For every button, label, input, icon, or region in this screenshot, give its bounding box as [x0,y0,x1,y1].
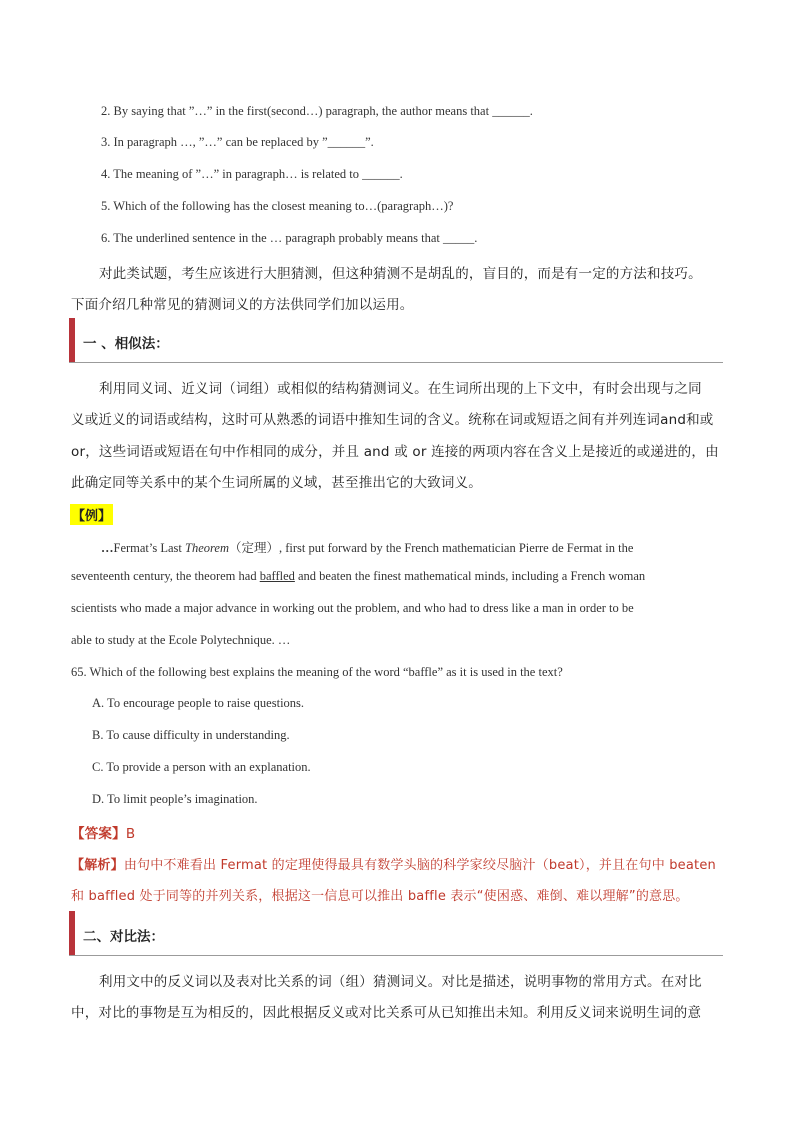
section1-para-line-4: 此确定同等关系中的某个生词所属的义域，甚至推出它的大致词义。 [71,475,482,491]
passage-line-4: able to study at the Ecole Polytechnique. … [71,633,291,647]
option-d: D. To limit people’s imagination. [92,792,258,806]
question-65: 65. Which of the following best explains the meaning of the word “baffle” as it is used in the text? [71,665,563,679]
option-b: B. To cause difficulty in understanding. [92,728,290,742]
section1-para-line-3: or，这些词语或短语在句中作相同的成分，并且 and 或 or 连接的两项内容在含义上是接近的或递进的，由 [71,444,719,460]
analysis-label: 【解析】 [71,858,124,873]
section-heading-text: 二、对比法： [83,929,164,945]
example-tag: 【例】 [70,504,113,525]
option-a: A. To encourage people to raise questions. [92,696,305,710]
intro-line-2: 下面介绍几种常见的猜测词义的方法供同学们加以运用。 [71,297,414,313]
answer-value: B [125,826,136,842]
analysis-line-1 [71,854,716,873]
heading-accent-bar [69,911,75,955]
analysis-text: 由句中不难看出 Fermat 的定理使得最具有数学头脑的科学家绞尽脑汁（beat），并且在句中 beaten [123,858,716,873]
question-type-4: 4. The meaning of ”…” in paragraph… is related to ______. [101,167,403,181]
question-type-3: 3. In paragraph …, ”…” can be replaced by ”______”. [101,135,374,149]
passage-text: and beaten the finest mathematical minds, including a French woman [294,569,646,583]
passage-line-1 [101,538,633,556]
ellipsis-lead: … [101,541,114,555]
question-type-6: 6. The underlined sentence in the … paragraph probably means that _____. [101,231,478,245]
analysis-line-2: 和 baffled 处于同等的并列关系，根据这一信息可以推出 baffle 表示“使困惑、难倒、难以理解”的意思。 [71,889,689,904]
passage-text: Fermat’s Last [113,541,186,555]
question-type-5: 5. Which of the following has the closest meaning to…(paragraph…)? [101,199,454,213]
section2-para-line-1: 利用文中的反义词以及表对比关系的词（组）猜测词义。对比是描述，说明事物的常用方式。在对比 [99,974,702,990]
passage-line-3: scientists who made a major advance in working out the problem, and who had to dress like a man in order to be [71,601,634,615]
heading-accent-bar [69,318,75,362]
section-heading-text: 一 、相似法： [83,336,169,352]
section-heading-similar [69,318,723,363]
passage-line-2 [71,569,645,584]
option-c: C. To provide a person with an explanation. [92,760,311,774]
answer-label: 【答案】 [71,826,126,842]
section1-para-line-1: 利用同义词、近义词（词组）或相似的结构猜测词义。在生词所出现的上下文中，有时会出现与之同 [99,381,702,397]
answer-line [71,822,135,842]
passage-text: （定理）, first put forward by the French mathematician Pierre de Fermat in the [229,541,634,555]
passage-text: seventeenth century, the theorem had [71,569,260,583]
section1-para-line-2: 义或近义的词语或结构，这时可从熟悉的词语中推知生词的含义。统称在词或短语之间有并列连词and和或 [71,412,714,428]
section-heading-contrast [69,911,723,956]
theorem-word: Theorem [185,541,229,555]
question-type-2: 2. By saying that ”…” in the first(second…) paragraph, the author means that ______. [101,104,533,118]
section2-para-line-2: 中，对比的事物是互为相反的，因此根据反义或对比关系可从已知推出未知。利用反义词来说明生词的意 [71,1005,702,1021]
intro-line-1: 对此类试题，考生应该进行大胆猜测，但这种猜测不是胡乱的，盲目的，而是有一定的方法和技巧。 [99,266,702,282]
underlined-word-baffled: baffled [259,569,295,583]
